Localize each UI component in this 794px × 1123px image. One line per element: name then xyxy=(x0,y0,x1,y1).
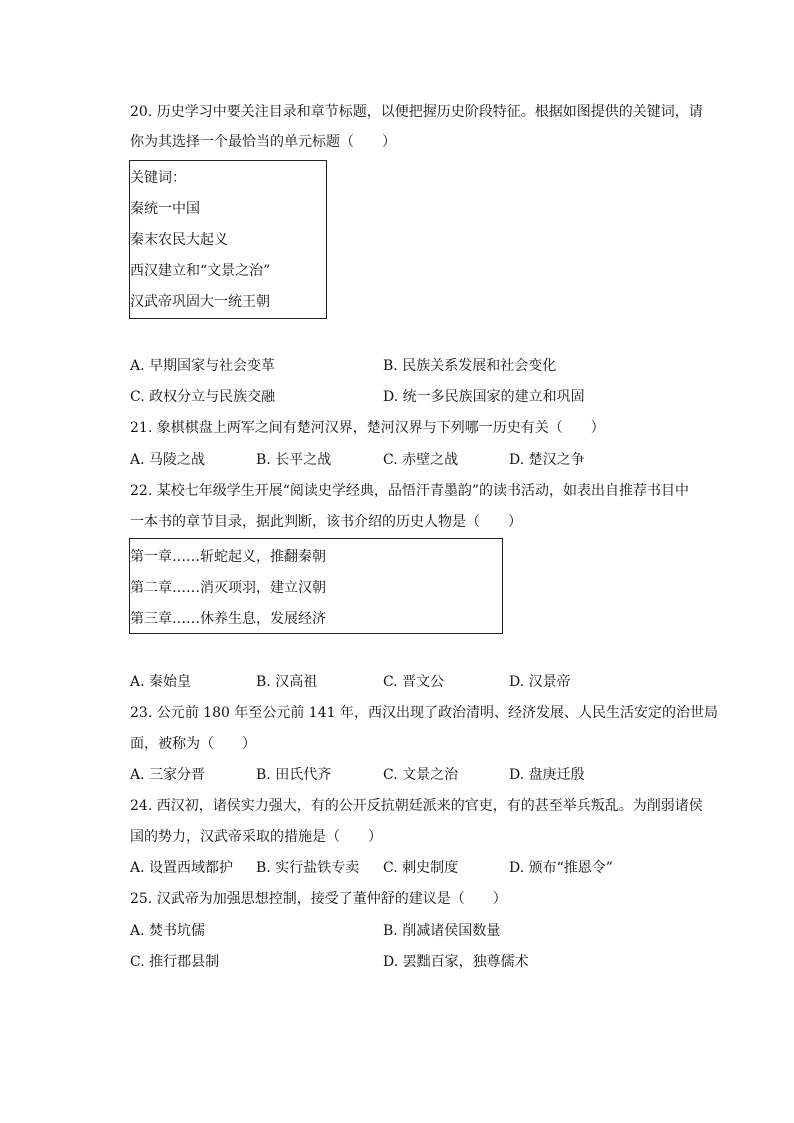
q22-option-b[interactable]: B. 汉高祖 xyxy=(256,674,318,690)
q24-option-a[interactable]: A. 设置西域都护 xyxy=(130,860,234,876)
q25-option-d[interactable]: D. 罢黜百家，独尊儒术 xyxy=(383,954,529,970)
q20-keyword-box xyxy=(129,160,327,319)
q24-stem-line1: 24. 西汉初，诸侯实力强大，有的公开反抗朝廷派来的官吏，有的甚至举兵叛乱。为削弱诸侯 xyxy=(130,798,703,814)
q20-keyword-1: 秦统一中国 xyxy=(130,201,200,217)
q23-stem-line1: 23. 公元前 180 年至公元前 141 年，西汉出现了政治清明、经济发展、人民生活安定的治世局 xyxy=(130,705,718,721)
q20-keyword-3: 西汉建立和“文景之治” xyxy=(130,263,271,279)
q20-stem-line1: 20. 历史学习中要关注目录和章节标题，以便把握历史阶段特征。根据如图提供的关键词，请 xyxy=(130,104,703,120)
q22-stem-line2: 一本书的章节目录，据此判断，该书介绍的历史人物是（ ） xyxy=(130,514,522,530)
q22-stem-line1: 22. 某校七年级学生开展“阅读史学经典，品悟汗青墨韵”的读书活动，如表出自推荐书目中 xyxy=(130,483,690,499)
q20-keyword-2: 秦末农民大起义 xyxy=(130,232,228,248)
q23-option-d[interactable]: D. 盘庚迁殷 xyxy=(509,767,585,783)
q22-chapter-3: 第三章……休养生息，发展经济 xyxy=(130,611,326,627)
q22-option-d[interactable]: D. 汉景帝 xyxy=(509,674,571,690)
q21-option-a[interactable]: A. 马陵之战 xyxy=(130,452,206,468)
q25-stem: 25. 汉武帝为加强思想控制，接受了董仲舒的建议是（ ） xyxy=(130,891,507,907)
q22-chapter-2: 第二章……消灭项羽，建立汉朝 xyxy=(130,580,326,596)
q24-option-d[interactable]: D. 颁布“推恩令” xyxy=(509,860,613,876)
q21-stem: 21. 象棋棋盘上两军之间有楚河汉界，楚河汉界与下列哪一历史有关（ ） xyxy=(130,420,605,436)
q20-option-d[interactable]: D. 统一多民族国家的建立和巩固 xyxy=(383,389,585,405)
q23-option-c[interactable]: C. 文景之治 xyxy=(383,767,459,783)
q21-option-d[interactable]: D. 楚汉之争 xyxy=(509,452,585,468)
q20-keyword-title: 关键词： xyxy=(130,170,186,186)
q24-option-b[interactable]: B. 实行盐铁专卖 xyxy=(256,860,360,876)
q23-stem-line2: 面，被称为（ ） xyxy=(130,736,256,752)
q20-option-a[interactable]: A. 早期国家与社会变革 xyxy=(130,358,276,374)
q25-option-c[interactable]: C. 推行郡县制 xyxy=(130,954,220,970)
q20-option-c[interactable]: C. 政权分立与民族交融 xyxy=(130,389,276,405)
q24-stem-line2: 国的势力，汉武帝采取的措施是（ ） xyxy=(130,829,382,845)
q20-keyword-4: 汉武帝巩固大一统王朝 xyxy=(130,294,270,310)
q22-chapter-1: 第一章……斩蛇起义，推翻秦朝 xyxy=(130,549,326,565)
q20-stem-line2: 你为其选择一个最恰当的单元标题（ ） xyxy=(130,134,396,150)
q23-option-a[interactable]: A. 三家分晋 xyxy=(130,767,206,783)
q23-option-b[interactable]: B. 田氏代齐 xyxy=(256,767,332,783)
q21-option-c[interactable]: C. 赤壁之战 xyxy=(383,452,459,468)
q22-option-a[interactable]: A. 秦始皇 xyxy=(130,674,192,690)
q21-option-b[interactable]: B. 长平之战 xyxy=(256,452,332,468)
q22-option-c[interactable]: C. 晋文公 xyxy=(383,674,445,690)
q25-option-b[interactable]: B. 削减诸侯国数量 xyxy=(383,923,501,939)
q25-option-a[interactable]: A. 焚书坑儒 xyxy=(130,923,206,939)
q24-option-c[interactable]: C. 刺史制度 xyxy=(383,860,459,876)
q20-option-b[interactable]: B. 民族关系发展和社会变化 xyxy=(383,358,557,374)
q22-chapter-box xyxy=(129,538,503,634)
